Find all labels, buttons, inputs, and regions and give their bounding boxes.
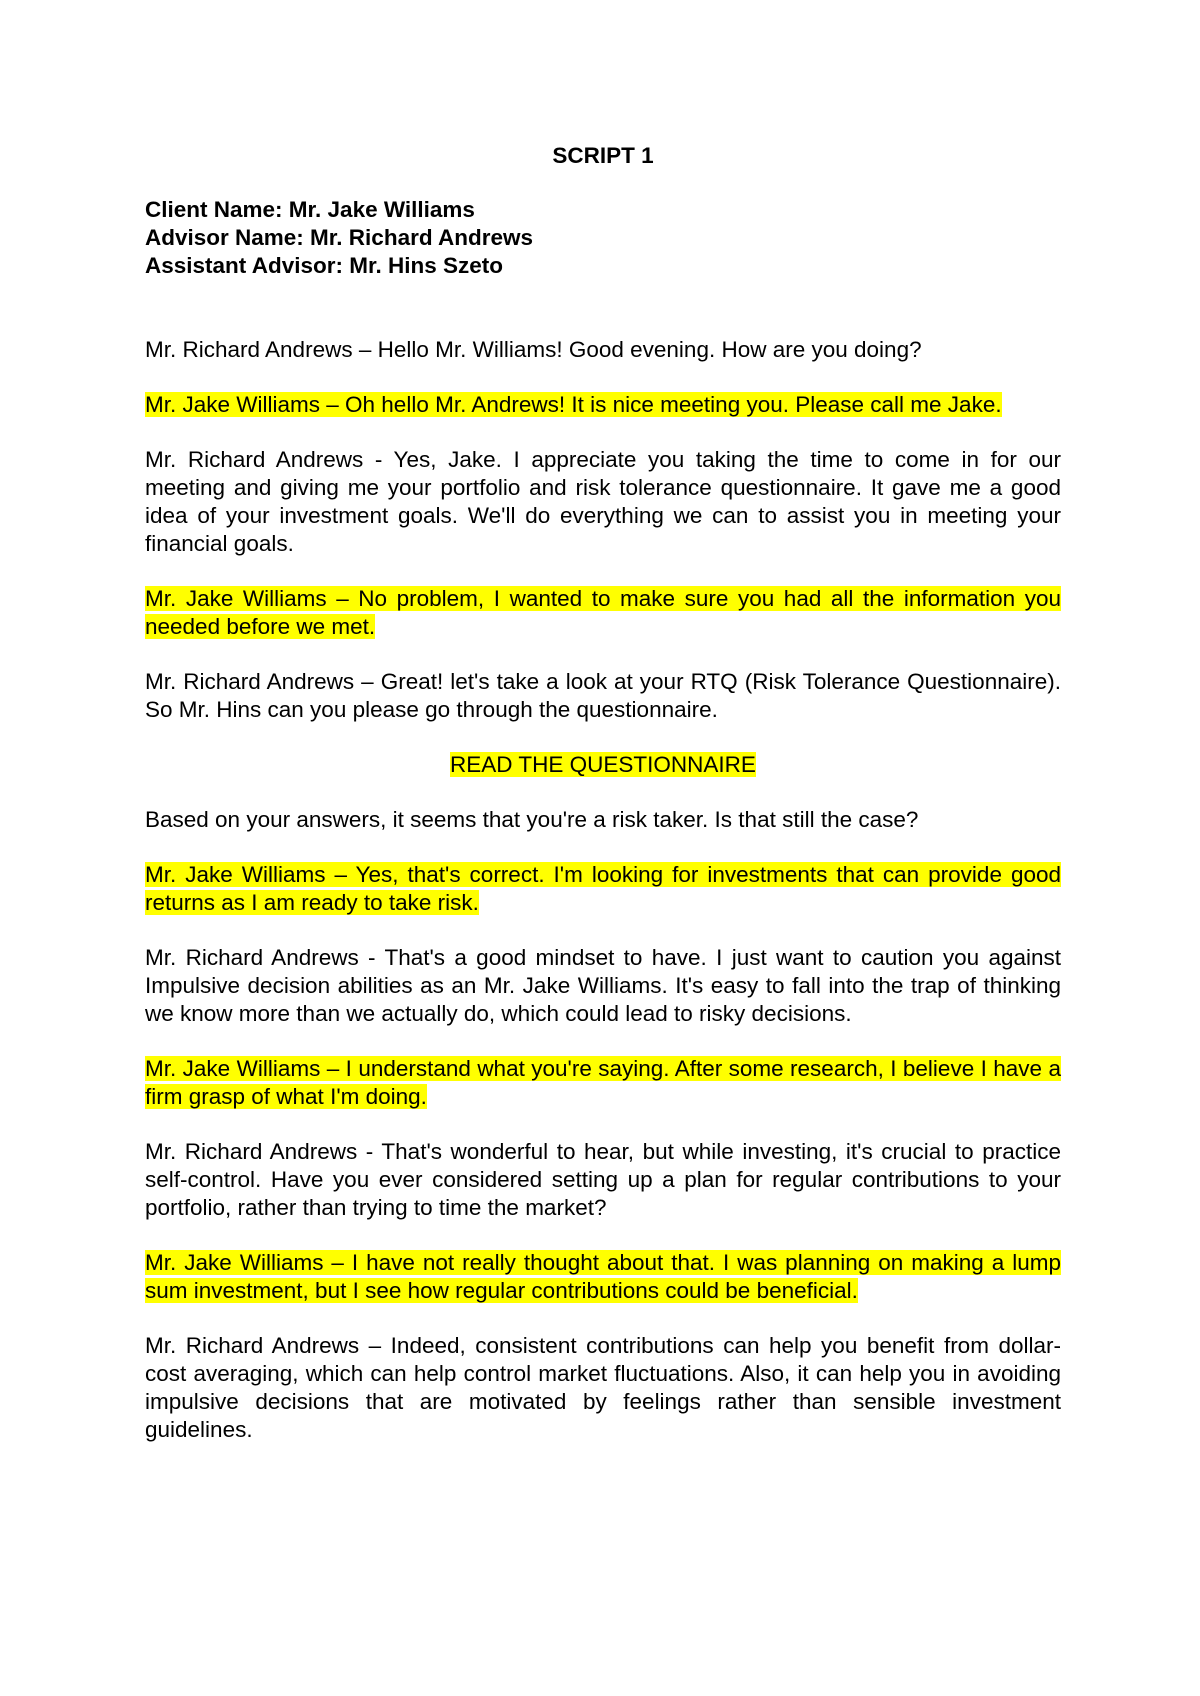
paragraph-client-no-problem: Mr. Jake Williams – No problem, I wanted to make sure you had all the information you needed before we met. (145, 586, 1061, 639)
paragraph-risk-taker-question: Based on your answers, it seems that you're a risk taker. Is that still the case? (145, 807, 919, 832)
paragraph-client-correct: Mr. Jake Williams – Yes, that's correct. I'm looking for investments that can provide good returns as I am ready to take risk. (145, 862, 1061, 915)
assistant-advisor-line: Assistant Advisor: Mr. Hins Szeto (145, 253, 503, 278)
paragraph-advisor-thanks: Mr. Richard Andrews - Yes, Jake. I appreciate you taking the time to come in for our meeting and giving me your portfolio and risk tolerance questionnaire. It gave me a good idea of your investment goals. We'll do everything we can to assist you in meeting your financial goals. (145, 447, 1061, 556)
document-content (145, 142, 1061, 1471)
advisor-name-line: Advisor Name: Mr. Richard Andrews (145, 225, 534, 250)
document-header (145, 196, 1061, 280)
paragraph-client-reply: Mr. Jake Williams – Oh hello Mr. Andrews! It is nice meeting you. Please call me Jake. (145, 392, 1002, 417)
paragraph-advisor-self-control: Mr. Richard Andrews - That's wonderful to hear, but while investing, it's crucial to practice self-control. Have you ever considered setting up a plan for regular contributions to your portfolio, rather than trying to time the market? (145, 1139, 1061, 1220)
paragraph-advisor-rtq: Mr. Richard Andrews – Great! let's take a look at your RTQ (Risk Tolerance Questionnaire). So Mr. Hins can you please go through the questionnaire. (145, 669, 1061, 722)
document-title: SCRIPT 1 (552, 143, 654, 168)
paragraph-advisor-caution: Mr. Richard Andrews - That's a good mindset to have. I just want to caution you against Impulsive decision abilities as an Mr. Jake Williams. It's easy to fall into the trap of thinking we know more than we actually do, which could lead to risky decisions. (145, 945, 1061, 1026)
paragraph-advisor-greeting: Mr. Richard Andrews – Hello Mr. Williams! Good evening. How are you doing? (145, 337, 922, 362)
client-name-line: Client Name: Mr. Jake Williams (145, 197, 475, 222)
paragraph-client-understand: Mr. Jake Williams – I understand what you're saying. After some research, I believe I have a firm grasp of what I'm doing. (145, 1056, 1061, 1109)
paragraph-client-lump-sum: Mr. Jake Williams – I have not really thought about that. I was planning on making a lump sum investment, but I see how regular contributions could be beneficial. (145, 1250, 1061, 1303)
stage-direction-read-questionnaire: READ THE QUESTIONNAIRE (450, 752, 756, 777)
paragraph-advisor-dollar-cost: Mr. Richard Andrews – Indeed, consistent contributions can help you benefit from dollar-cost averaging, which can help control market fluctuations. Also, it can help you in avoiding impulsive decisions that are motivated by feelings rather than sensible investment guidelines. (145, 1333, 1061, 1442)
